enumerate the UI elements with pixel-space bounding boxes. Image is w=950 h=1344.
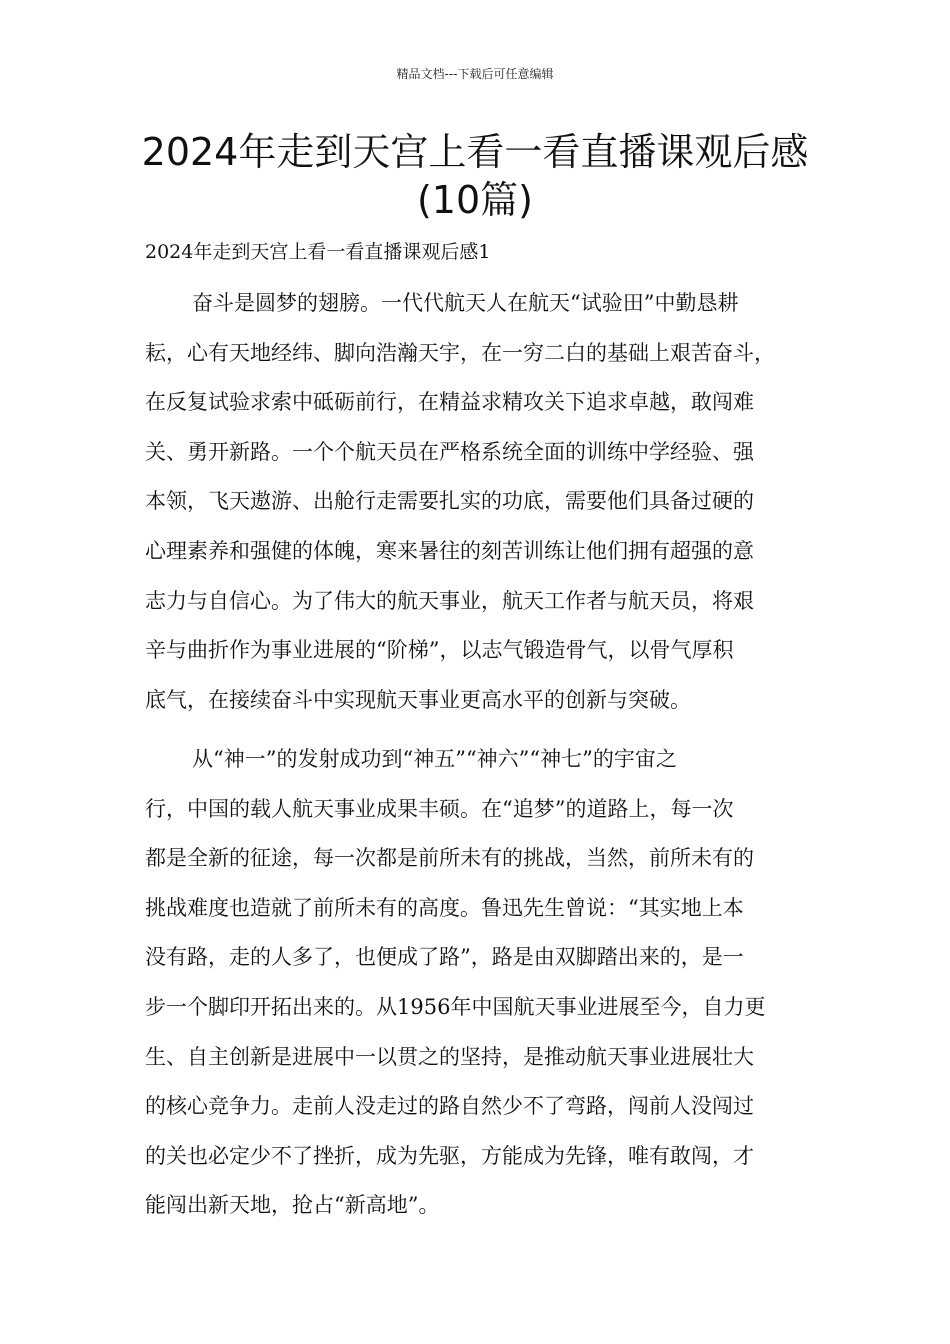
- paragraph-line: 志力与自信心。为了伟大的航天事业，航天工作者与航天员，将艰: [145, 588, 754, 613]
- paragraph-line: 能闯出新天地，抢占“新高地”。: [145, 1193, 440, 1218]
- paragraph-line: 挑战难度也造就了前所未有的高度。鲁迅先生曾说：“其实地上本: [145, 895, 744, 920]
- paragraph-line: 步一个脚印开拓出来的。从1956年中国航天事业进展至今，自力更: [145, 994, 766, 1019]
- paragraph-2: [145, 735, 807, 1231]
- paragraph-line: 奋斗是圆梦的翅膀。一代代航天人在航天“试验田”中勤恳耕: [192, 291, 739, 315]
- paragraph-line: 本领，飞天遨游、出舱行走需要扎实的功底，需要他们具备过硬的: [145, 489, 754, 514]
- paragraph-line: 关、勇开新路。一个个航天员在严格系统全面的训练中学经验、强: [145, 439, 754, 464]
- paragraph-line: 辛与曲折作为事业进展的“阶梯”，以志气锻造骨气，以骨气厚积: [145, 638, 734, 663]
- paragraph-line: 没有路，走的人多了，也便成了路”，路是由双脚踏出来的，是一: [145, 945, 744, 970]
- paragraph-line: 的关也必定少不了挫折，成为先驱，方能成为先锋，唯有敢闯，才: [145, 1143, 754, 1168]
- paragraph-line: 底气，在接续奋斗中实现航天事业更高水平的创新与突破。: [145, 687, 691, 712]
- title-line-1: 2024年走到天宫上看一看直播课观后感: [141, 130, 809, 174]
- paragraph-line: 心理素养和强健的体魄，寒来暑往的刻苦训练让他们拥有超强的意: [145, 538, 754, 563]
- section-heading: 2024年走到天宫上看一看直播课观后感1: [145, 241, 491, 263]
- header-note: 精品文档---下载后可任意编辑: [396, 67, 554, 81]
- paragraph-line: 都是全新的征途，每一次都是前所未有的挑战，当然，前所未有的: [145, 846, 754, 871]
- paragraph-line: 行，中国的载人航天事业成果丰硕。在“追梦”的道路上，每一次: [145, 796, 734, 821]
- paragraph-line: 生、自主创新是进展中一以贯之的坚持，是推动航天事业进展壮大: [145, 1044, 754, 1069]
- paragraph-line: 在反复试验求索中砥砺前行，在精益求精攻关下追求卓越，敢闯难: [145, 390, 754, 415]
- document-title: [100, 128, 850, 224]
- paragraph-line: 的核心竞争力。走前人没走过的路自然少不了弯路，闯前人没闯过: [145, 1094, 754, 1119]
- paragraph-line: 从“神一”的发射成功到“神五”“神六”“神七”的宇宙之: [192, 747, 677, 771]
- title-line-2: (10篇): [416, 178, 533, 222]
- paragraph-line: 耘，心有天地经纬、脚向浩瀚天宇，在一穷二白的基础上艰苦奋斗，: [145, 340, 775, 365]
- paragraph-1: [145, 279, 807, 725]
